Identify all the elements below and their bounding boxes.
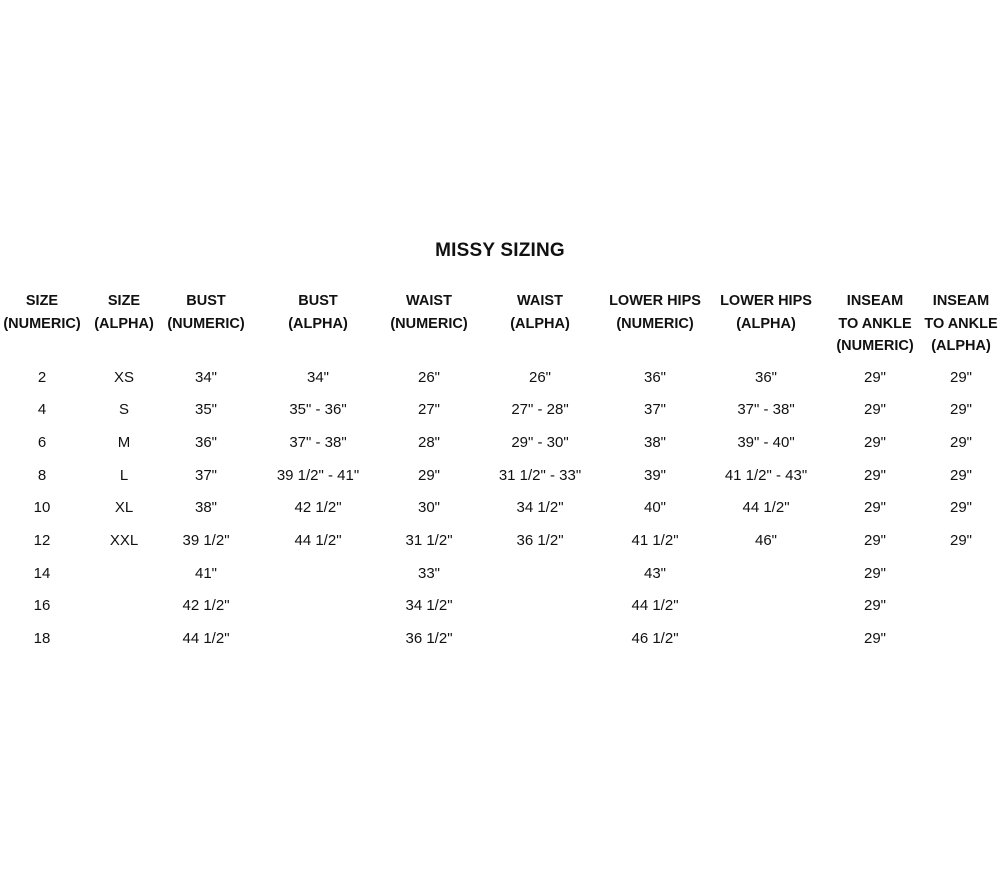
cell-inseam-alpha: 29" xyxy=(949,532,972,549)
cell-waist-numeric: 26" xyxy=(417,369,440,386)
cell-inseam-alpha: 29" xyxy=(949,434,972,451)
cell-inseam-numeric: 29" xyxy=(863,499,886,516)
cell-bust-alpha: 42 1/2" xyxy=(294,499,342,516)
cell-bust-numeric: 34" xyxy=(194,369,217,386)
cell-waist-alpha: 26" xyxy=(528,369,551,386)
column-header-line: (NUMERIC) xyxy=(390,315,468,332)
cell-bust-numeric: 42 1/2" xyxy=(182,597,230,614)
column-header-bust-alpha xyxy=(263,290,373,335)
cell-lower-hips-numeric: 36" xyxy=(643,369,666,386)
column-header-line: WAIST xyxy=(406,293,452,309)
cell-bust-numeric: 44 1/2" xyxy=(182,630,230,647)
column-header-line: (ALPHA) xyxy=(94,315,154,332)
cell-size-alpha: XXL xyxy=(109,532,139,549)
column-header-line: INSEAM xyxy=(932,293,990,309)
column-header-lower-hips-alpha xyxy=(711,290,821,335)
cell-inseam-numeric: 29" xyxy=(863,565,886,582)
cell-waist-numeric: 34 1/2" xyxy=(405,597,453,614)
cell-bust-alpha: 39 1/2" - 41" xyxy=(276,467,360,484)
column-header-line: (ALPHA) xyxy=(288,315,348,332)
column-header-lower-hips-numeric xyxy=(600,290,710,335)
cell-bust-numeric: 36" xyxy=(194,434,217,451)
cell-waist-numeric: 30" xyxy=(417,499,440,516)
cell-size-alpha: M xyxy=(117,434,131,451)
cell-inseam-alpha: 29" xyxy=(949,401,972,418)
column-header-line: TO ANKLE xyxy=(924,315,998,332)
cell-size-numeric: 6 xyxy=(37,434,47,451)
column-header-inseam-alpha xyxy=(906,290,1002,358)
page-title: MISSY SIZING xyxy=(435,240,565,261)
cell-inseam-numeric: 29" xyxy=(863,369,886,386)
cell-size-numeric: 8 xyxy=(37,467,47,484)
column-header-line: WAIST xyxy=(517,293,563,309)
cell-size-alpha: XL xyxy=(114,499,134,516)
cell-size-numeric: 4 xyxy=(37,401,47,418)
cell-size-numeric: 2 xyxy=(37,369,47,386)
cell-size-numeric: 16 xyxy=(33,597,51,614)
cell-inseam-numeric: 29" xyxy=(863,597,886,614)
cell-bust-alpha: 37" - 38" xyxy=(289,434,347,451)
column-header-waist-alpha xyxy=(485,290,595,335)
cell-waist-numeric: 33" xyxy=(417,565,440,582)
cell-inseam-numeric: 29" xyxy=(863,467,886,484)
column-header-line: (NUMERIC) xyxy=(167,315,245,332)
column-header-line: (ALPHA) xyxy=(736,315,796,332)
cell-lower-hips-alpha: 36" xyxy=(754,369,777,386)
cell-bust-numeric: 37" xyxy=(194,467,217,484)
column-header-line: TO ANKLE xyxy=(838,315,912,332)
cell-waist-alpha: 34 1/2" xyxy=(516,499,564,516)
column-header-line: BUST xyxy=(186,293,226,309)
cell-inseam-alpha: 29" xyxy=(949,467,972,484)
cell-lower-hips-alpha: 46" xyxy=(754,532,777,549)
cell-bust-alpha: 34" xyxy=(306,369,329,386)
cell-lower-hips-numeric: 44 1/2" xyxy=(631,597,679,614)
cell-waist-alpha: 27" - 28" xyxy=(511,401,569,418)
column-header-line: (ALPHA) xyxy=(931,338,991,354)
cell-inseam-numeric: 29" xyxy=(863,434,886,451)
column-header-line: INSEAM xyxy=(846,293,904,309)
cell-bust-numeric: 38" xyxy=(194,499,217,516)
cell-lower-hips-numeric: 37" xyxy=(643,401,666,418)
column-header-waist-numeric xyxy=(374,290,484,335)
cell-waist-numeric: 31 1/2" xyxy=(405,532,453,549)
cell-lower-hips-numeric: 43" xyxy=(643,565,666,582)
cell-waist-alpha: 31 1/2" - 33" xyxy=(498,467,582,484)
cell-lower-hips-numeric: 41 1/2" xyxy=(631,532,679,549)
cell-waist-alpha: 36 1/2" xyxy=(516,532,564,549)
cell-inseam-alpha: 29" xyxy=(949,499,972,516)
column-header-line: (ALPHA) xyxy=(510,315,570,332)
cell-lower-hips-alpha: 41 1/2" - 43" xyxy=(724,467,808,484)
cell-size-alpha: XS xyxy=(113,369,134,386)
cell-bust-numeric: 41" xyxy=(194,565,217,582)
cell-lower-hips-alpha: 37" - 38" xyxy=(737,401,795,418)
cell-lower-hips-numeric: 38" xyxy=(643,434,666,451)
cell-size-numeric: 12 xyxy=(33,532,51,549)
cell-inseam-numeric: 29" xyxy=(863,630,886,647)
column-header-line: SIZE xyxy=(107,293,141,309)
cell-inseam-numeric: 29" xyxy=(863,532,886,549)
column-header-line: LOWER HIPS xyxy=(609,293,701,309)
cell-bust-alpha: 44 1/2" xyxy=(294,532,342,549)
column-header-line: LOWER HIPS xyxy=(720,293,812,309)
cell-inseam-alpha: 29" xyxy=(949,369,972,386)
cell-size-numeric: 14 xyxy=(33,565,51,582)
cell-lower-hips-alpha: 39" - 40" xyxy=(737,434,795,451)
cell-lower-hips-numeric: 46 1/2" xyxy=(631,630,679,647)
column-header-line: BUST xyxy=(298,293,338,309)
column-header-line: (NUMERIC) xyxy=(616,315,694,332)
cell-size-alpha: L xyxy=(119,467,129,484)
cell-inseam-numeric: 29" xyxy=(863,401,886,418)
column-header-bust-numeric xyxy=(151,290,261,335)
cell-waist-alpha: 29" - 30" xyxy=(511,434,569,451)
cell-bust-alpha: 35" - 36" xyxy=(289,401,347,418)
cell-waist-numeric: 28" xyxy=(417,434,440,451)
cell-waist-numeric: 27" xyxy=(417,401,440,418)
cell-bust-numeric: 39 1/2" xyxy=(182,532,230,549)
cell-lower-hips-numeric: 39" xyxy=(643,467,666,484)
cell-size-numeric: 18 xyxy=(33,630,51,647)
column-header-line: SIZE xyxy=(25,293,59,309)
cell-lower-hips-numeric: 40" xyxy=(643,499,666,516)
cell-waist-numeric: 36 1/2" xyxy=(405,630,453,647)
cell-size-numeric: 10 xyxy=(33,499,51,516)
column-header-line: (NUMERIC) xyxy=(836,338,914,354)
cell-size-alpha: S xyxy=(118,401,129,418)
cell-waist-numeric: 29" xyxy=(417,467,440,484)
cell-lower-hips-alpha: 44 1/2" xyxy=(742,499,790,516)
cell-bust-numeric: 35" xyxy=(194,401,217,418)
column-header-line: (NUMERIC) xyxy=(3,315,81,332)
